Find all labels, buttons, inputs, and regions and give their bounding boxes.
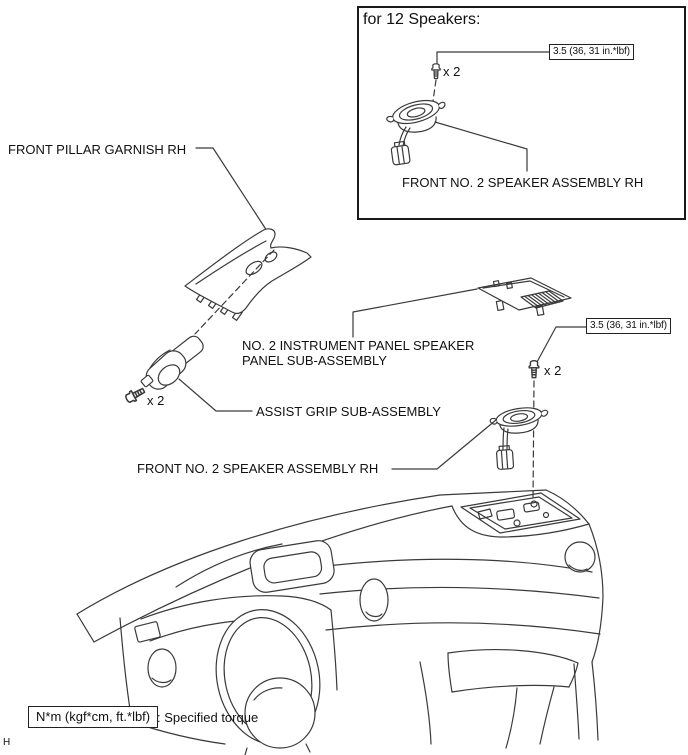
pillar-garnish-label: FRONT PILLAR GARNISH RH xyxy=(8,142,187,157)
front-pillar-garnish-drawing xyxy=(185,229,311,320)
dash-top-tray xyxy=(248,539,336,594)
bolt-icon xyxy=(124,386,146,405)
inset-title: for 12 Speakers: xyxy=(363,11,481,28)
alignment-line-speaker xyxy=(533,381,534,500)
leader-speaker-panel xyxy=(353,289,477,337)
speaker-panel-label-line2: PANEL SUB-ASSEMBLY xyxy=(242,353,387,368)
leader-torque-main xyxy=(537,327,586,362)
speaker-panel-drawing xyxy=(478,278,571,315)
screw-icon xyxy=(529,361,539,378)
speaker-panel-label xyxy=(242,338,474,368)
speaker-panel-label-line1: NO. 2 INSTRUMENT PANEL SPEAKER xyxy=(242,338,475,353)
right-vent-circle xyxy=(565,542,595,572)
main-torque-callout: 3.5 (36, 31 in.*lbf) xyxy=(586,318,671,334)
leader-assist-grip xyxy=(179,379,252,411)
assist-grip-drawing xyxy=(141,333,206,393)
leader-pillar-garnish xyxy=(196,148,267,231)
torque-legend-symbol: N*m (kgf*cm, ft.*lbf) xyxy=(28,706,158,728)
page-marker: H xyxy=(3,737,11,748)
leader-front-speaker xyxy=(392,420,496,469)
center-vent xyxy=(360,579,388,621)
main-screw-qty: x 2 xyxy=(544,363,562,378)
inset-screw-qty: x 2 xyxy=(443,64,461,79)
torque-legend-meaning: : Specified torque xyxy=(157,710,259,725)
front-speaker-label: FRONT NO. 2 SPEAKER ASSEMBLY RH xyxy=(137,461,379,476)
speaker-connector xyxy=(496,445,514,469)
left-vent xyxy=(148,649,176,687)
assist-grip-label: ASSIST GRIP SUB-ASSEMBLY xyxy=(256,404,441,419)
inset-speaker-label: FRONT NO. 2 SPEAKER ASSEMBLY RH xyxy=(402,175,644,190)
assist-grip-qty: x 2 xyxy=(147,393,165,408)
front-speaker-drawing xyxy=(489,404,549,469)
inset-torque-callout: 3.5 (36, 31 in.*lbf) xyxy=(549,44,634,60)
